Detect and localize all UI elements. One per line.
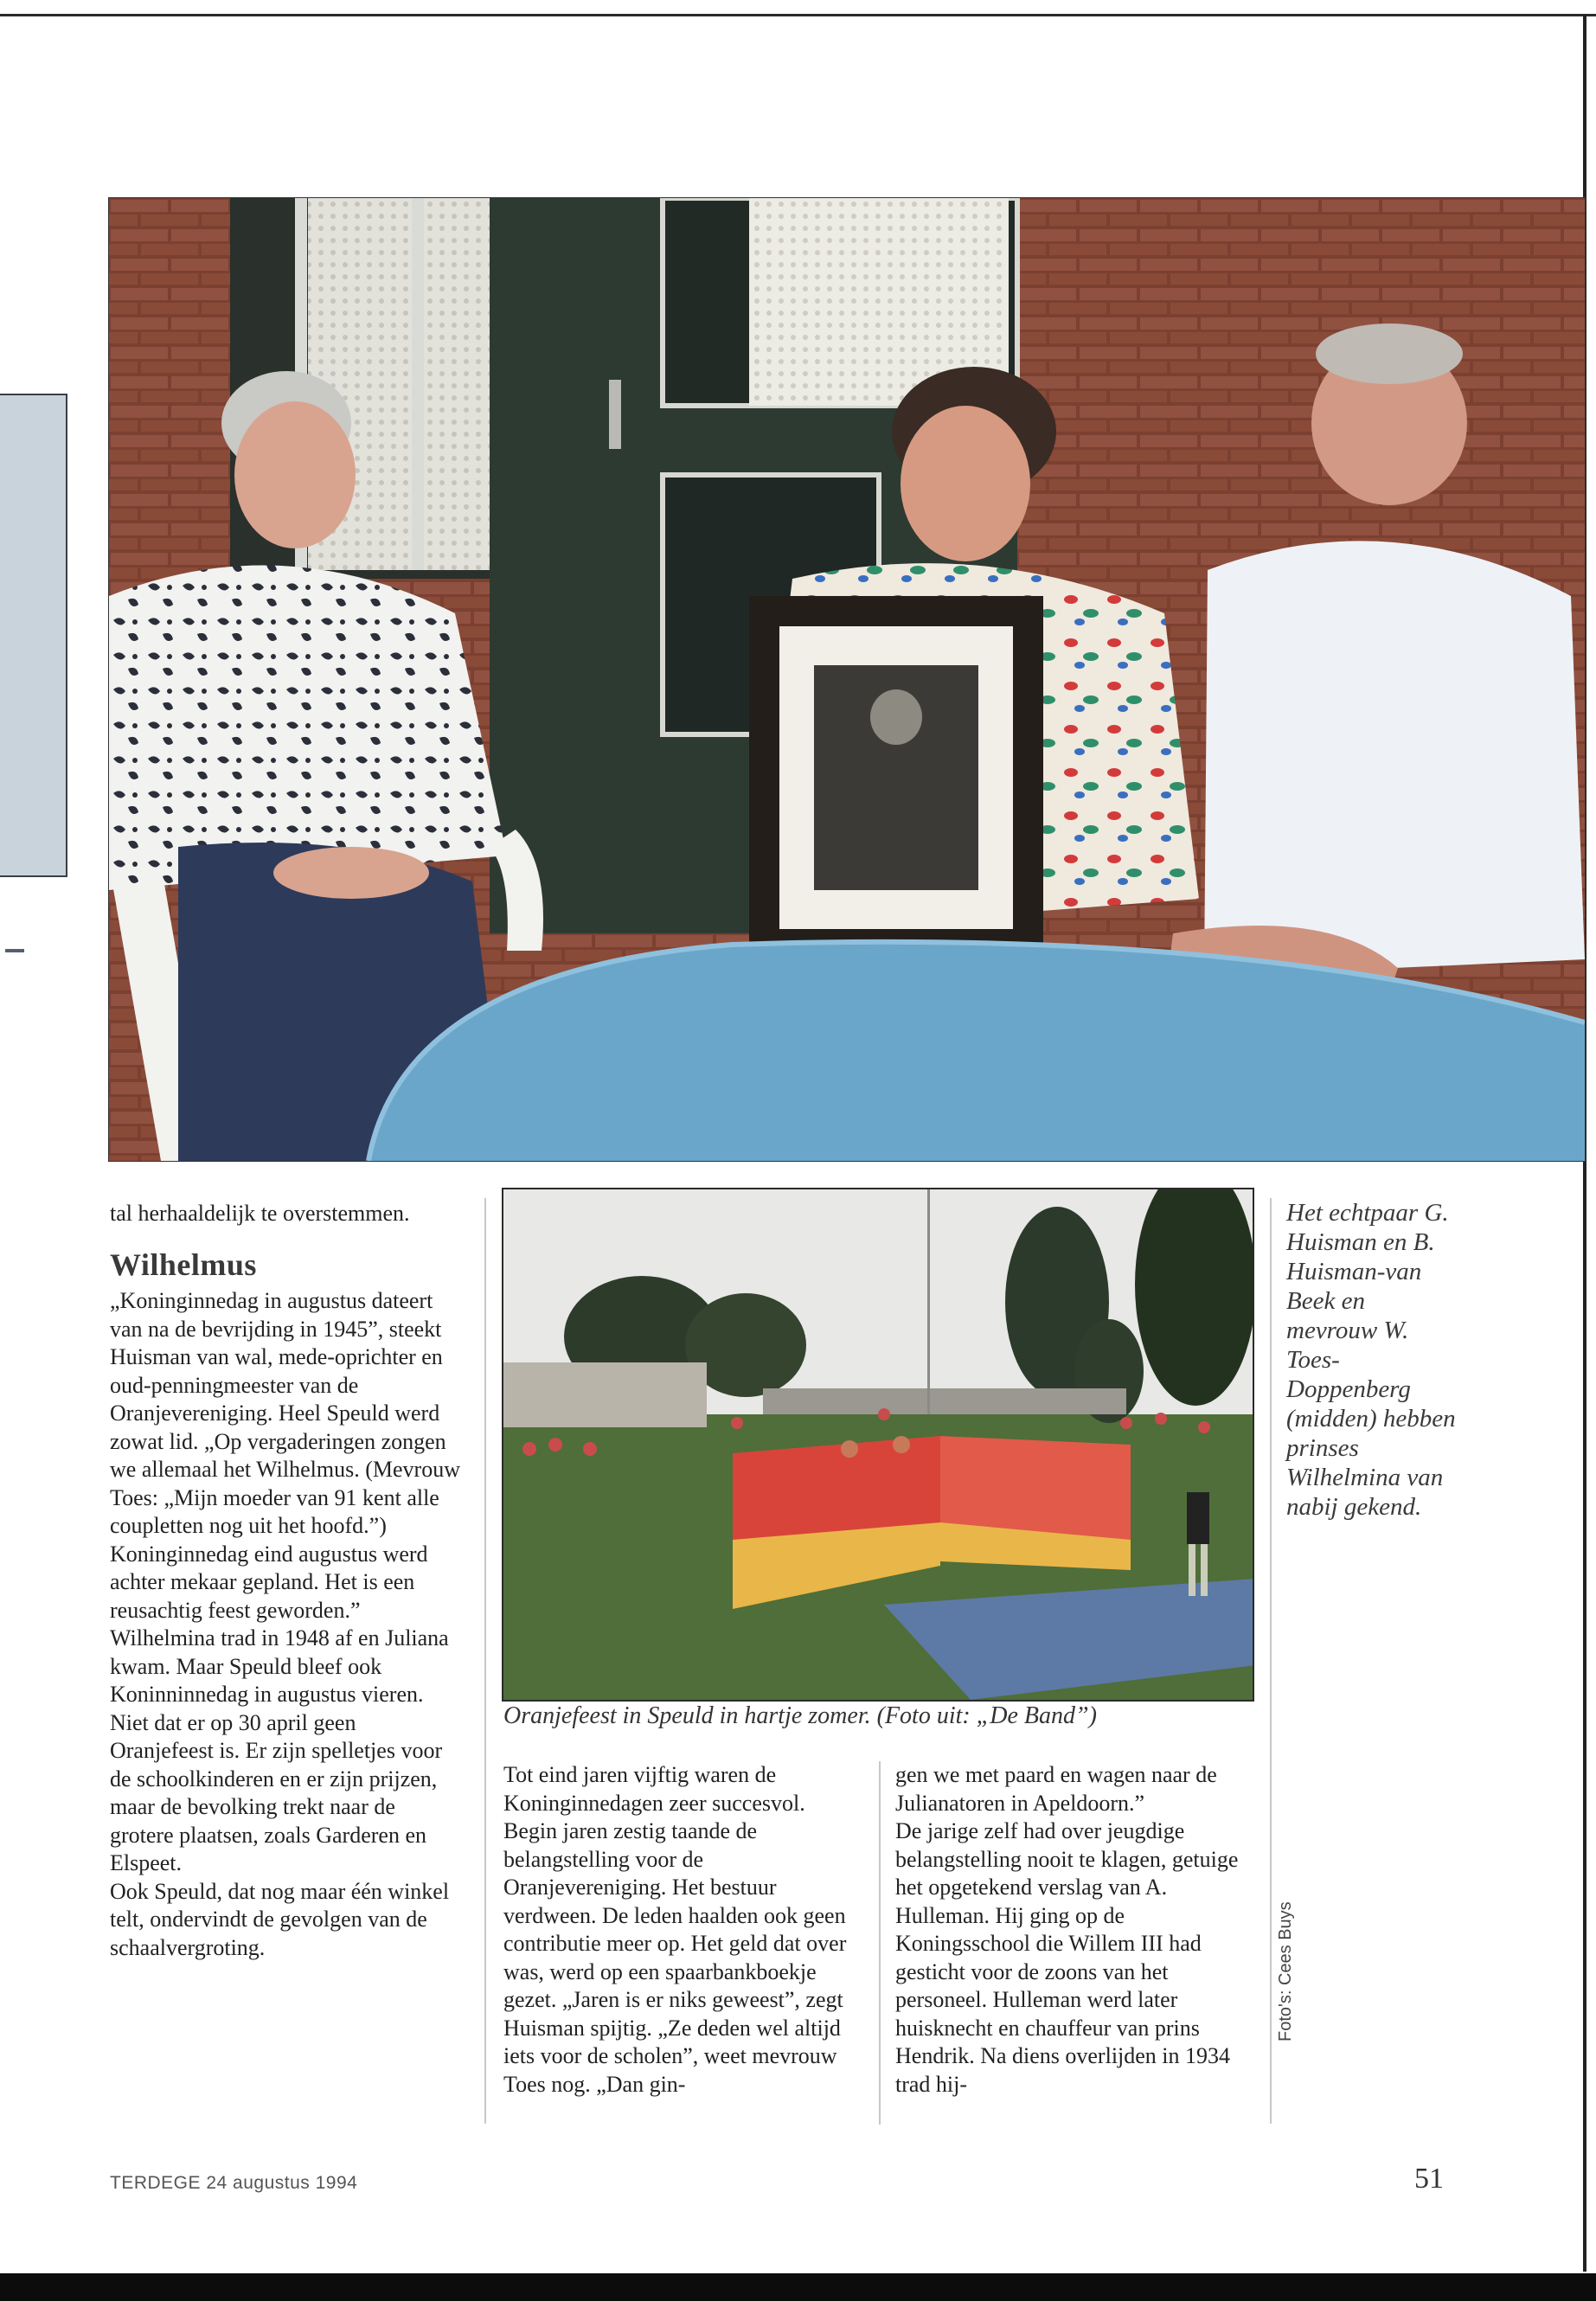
- column1-paragraph-3: Ook Speuld, dat nog maar één winkel telt, ondervindt de gevolgen van de schaalvergroting.: [110, 1878, 450, 1960]
- inset-photo-caption: Oranjefeest in Speuld in hartje zomer. (Foto uit: „De Band”): [503, 1702, 1097, 1729]
- column-rule: [484, 1198, 486, 2124]
- facing-page-edge: [0, 394, 67, 877]
- page-frame-bottom: [0, 2273, 1596, 2301]
- column-rule: [1270, 1198, 1272, 2124]
- column-rule: [879, 1761, 881, 2125]
- subhead-wilhelmus: Wilhelmus: [110, 1247, 257, 1282]
- column1-paragraph-2: Wilhelmina trad in 1948 af en Juliana kwam. Maar Speuld bleef ook Koninninnedag in augustus vieren. Niet dat er op 30 april geen Oranjefeest is. Er zijn spelletjes voor de schoolkinderen en er zijn prijzen, maar de bevolking trekt naar de grotere plaatsen, zoals Garderen en Elspeet.: [110, 1625, 449, 1875]
- column1-paragraph-1: „Koninginnedag in augustus dateert van na de bevrijding in 1945”, steekt Huisman van wal, mede-oprichter en oud-penningmeester van de Oranjevereniging. Heel Speuld werd zowat lid. „Op vergaderingen zongen we allemaal het Wilhelmus. (Mevrouw Toes: „Mijn moeder van 91 kent alle coupletten nog uit het hoofd.”) Koninginnedag eind augustus werd achter mekaar gepland. Het is een reusachtig feest geworden.”: [110, 1288, 460, 1623]
- inset-photo-image: [503, 1189, 1253, 1700]
- column1-lead: tal herhaaldelijk te overstemmen.: [110, 1201, 410, 1226]
- photo-credit: Foto's: Cees Buys: [1276, 1901, 1295, 2041]
- column3-paragraph-2: De jarige zelf had over jeugdige belangstelling nooit te klagen, getuige het opgetekend verslag van A. Hulleman. Hij ging op de Koningsschool die Willem III had gesticht voor de zoons van het personeel. Hulleman werd later huisknecht en chauffeur van prins Hendrik. Na diens overlijden in 1934 trad hij-: [895, 1818, 1239, 2097]
- column2-paragraph-1: Tot eind jaren vijftig waren de Koninginnedagen zeer succesvol. Begin jaren zestig taande de belangstelling voor de Oranjevereniging. Het bestuur verdween. De leden haalden ook geen contributie meer op. Het geld dat over was, werd op een spaarbankboekje gezet. „Jaren is er niks geweest”, zegt Huisman spijtig. „Ze deden wel altijd iets voor de scholen”, weet mevrouw Toes nog. „Dan gin-: [503, 1762, 847, 2097]
- page-number: 51: [1414, 2163, 1444, 2195]
- page-frame-top: [0, 14, 1596, 16]
- text-column-1: [110, 1200, 465, 1962]
- text-column-2: [503, 1761, 856, 2099]
- footer-publication: TERDEGE 24 augustus 1994: [110, 2173, 358, 2193]
- column3-paragraph-1: gen we met paard en wagen naar de Julianatoren in Apeldoorn.”: [895, 1762, 1217, 1816]
- main-photo-image: [109, 198, 1585, 1161]
- main-photo-caption: Het echtpaar G. Huisman en B. Huisman-van Beek en mevrouw W. Toes-Doppenberg (midden) hebben prinses Wilhelmina van nabij gekend.: [1286, 1199, 1456, 1521]
- inset-photo: [502, 1188, 1254, 1702]
- text-column-3: [895, 1761, 1248, 2099]
- main-photo: [108, 197, 1586, 1162]
